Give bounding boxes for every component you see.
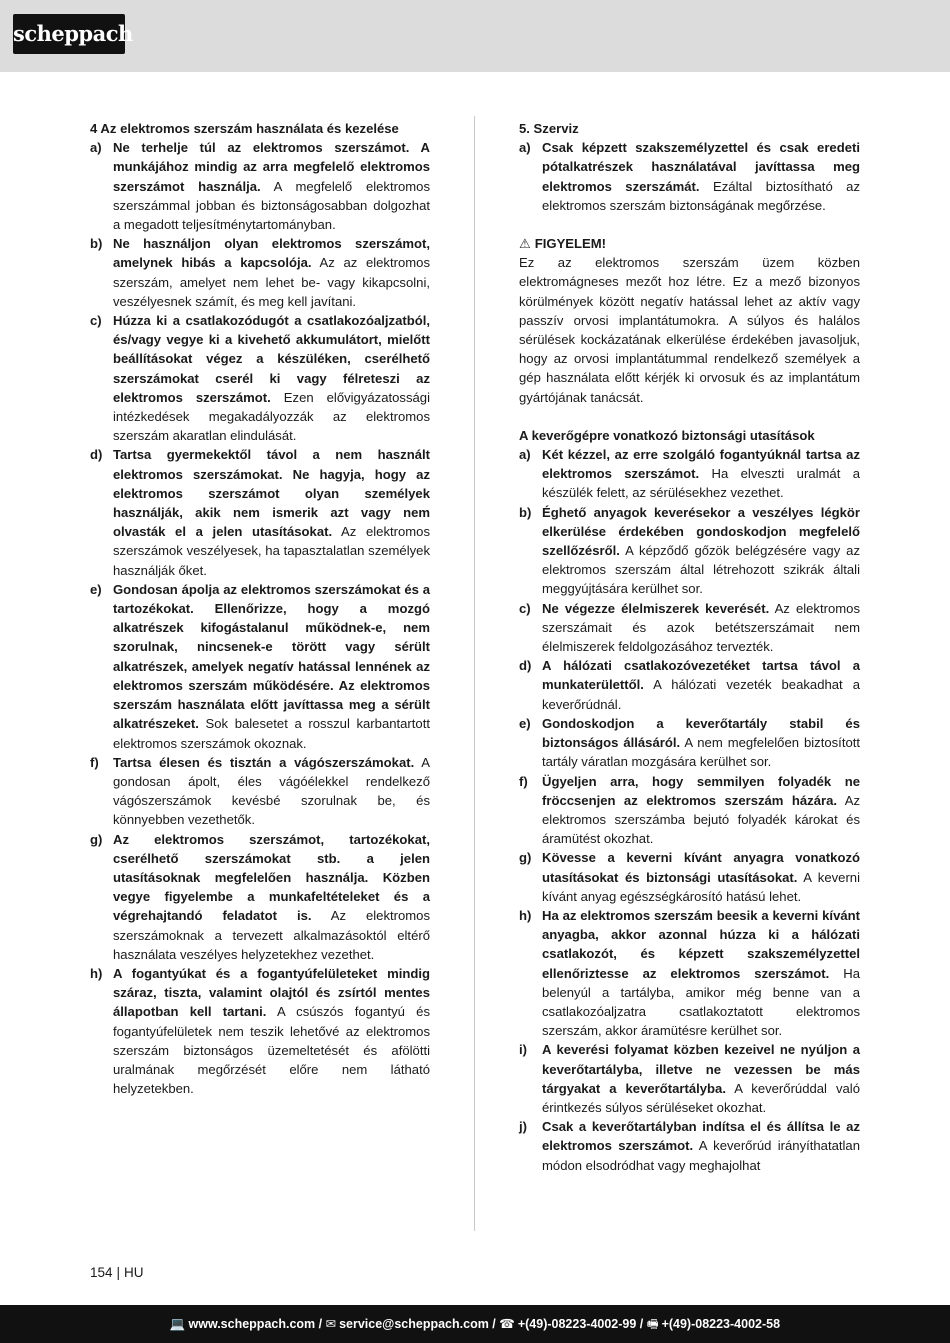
- list-item-label: b): [519, 504, 532, 520]
- page-number-value: 154: [90, 1265, 113, 1280]
- footer-website[interactable]: www.scheppach.com: [188, 1317, 316, 1331]
- warning-text: Ez az elektromos szerszám üzem közben elektromágneses mezőt hoz létre. Ez a mező bizonyos körülmények között negatív hatással lehet az aktív vagy passzív orvosi implantátumokra. A súlyos és halálos sérülések kockázatának elkerülése érdekében javasoljuk, hogy az orvosi implantátummal rendelkező személyek a gép használata előtt kérjék ki orvosuk és az implantátum gyártójának tanácsát.: [519, 255, 860, 405]
- list-item-bold-text: Gondoskodjon a keverőtartály stabil és biztonságos állásáról.: [542, 715, 860, 751]
- list-item-label: j): [519, 1119, 527, 1135]
- list-item-text: Ezáltal biztosítható az elektromos szerszám biztonságának megőrzése.: [542, 178, 860, 213]
- list-item-text: Sok balesetet a rosszul karbantartott elektromos szerszámok okoznak.: [113, 716, 430, 751]
- list-item: [90, 964, 430, 1098]
- computer-icon: 💻: [169, 1317, 186, 1331]
- page-separator: |: [116, 1265, 121, 1280]
- section-title-service: 5. Szerviz: [519, 121, 579, 136]
- list-item-bold-text: Tartsa gyermekektől távol a nem használt elektromos szerszámokat. Ne hagyja, hogy az elektromos szerszámot olyan személyek használják, akik nem ismerik azt vagy nem olvasták el a jelen utasításokat.: [113, 447, 430, 540]
- list-item-label: d): [519, 658, 532, 674]
- footer-phone: +(49)-08223-4002-99: [517, 1317, 637, 1331]
- list-item: [90, 311, 430, 445]
- footer-band: [0, 1305, 950, 1343]
- list-item: [519, 1040, 860, 1117]
- list-item: [90, 445, 430, 579]
- list-item-text: Az elektromos szerszámok veszélyesek, ha tapasztalatlan személyek használják őket.: [113, 524, 431, 578]
- list-item-label: a): [519, 140, 531, 156]
- footer-sep: /: [636, 1317, 647, 1331]
- list-item-bold-text: Két kézzel, az erre szolgáló fogantyúknál tartsa az elektromos szerszámot.: [542, 447, 860, 482]
- list-item-label: f): [90, 754, 99, 770]
- footer-contact: [0, 1315, 950, 1333]
- service-item-list: [519, 138, 860, 215]
- list-item: [90, 234, 430, 311]
- list-item-text: A képződő gőzök belégzésére vagy az elektromos szerszám által létrehozott szikrák általi meggyújtására kerülhet sor.: [542, 543, 860, 597]
- list-item-bold-text: Ne használjon olyan elektromos szerszámot, amelynek hibás a kapcsolója.: [113, 236, 430, 271]
- footer-sep: /: [488, 1317, 500, 1331]
- list-item-label: e): [519, 715, 531, 731]
- list-item-text: A hálózati vezeték beakadhat a keverőrúdnál.: [542, 677, 860, 712]
- page-language: HU: [124, 1265, 144, 1280]
- list-item-label: b): [90, 236, 103, 252]
- list-item-label: g): [90, 831, 103, 847]
- list-item: [519, 1117, 860, 1175]
- list-item-bold-text: Ne végezze élelmiszerek keverését.: [542, 600, 770, 616]
- list-item-label: i): [519, 1042, 527, 1058]
- list-item: [519, 714, 860, 772]
- footer-sep: /: [315, 1317, 326, 1331]
- column-divider: [474, 116, 475, 1231]
- list-item-label: a): [90, 140, 102, 156]
- list-item: [519, 906, 860, 1040]
- warning-triangle-icon: ⚠: [519, 236, 531, 252]
- list-item-text: A nem megfelelően biztosított tartály váratlan mozgására kerülhet sor.: [542, 735, 861, 770]
- list-item: [519, 445, 860, 503]
- list-item-bold-text: Éghető anyagok keverésekor a veszélyes légkör elkerülése érdekében gondoskodjon megfelelő szellőzésről.: [542, 504, 860, 559]
- list-item-text: A keverőrúd irányíthatatlan módon elsodródhat vagy meghajolhat: [542, 1138, 860, 1173]
- fax-icon: 🖷: [646, 1317, 659, 1331]
- list-item-text: Ha belenyúl a tartályba, amikor még benne van a csatlakozóaljzatra csatlakoztatott elektromos szerszám, akkor áramütésre kerülhet sor.: [542, 965, 860, 1039]
- list-item-bold-text: Kövesse a keverni kívánt anyagra vonatkozó utasításokat és biztonsági utasításokat.: [542, 850, 860, 885]
- list-item-text: Az elektromos szerszámba bejutó folyadék károkat és áramütést okozhat.: [542, 792, 861, 847]
- list-item-text: Az elektromos szerszámoknak a tervezett alkalmazásoktól eltérő használata veszélyes helyzetekhez vezethet.: [113, 908, 431, 962]
- warning-title-text: FIGYELEM!: [534, 236, 607, 252]
- list-item-text: Ha elveszti uralmát a készülék felett, az sérülésekhez vezethet.: [542, 466, 860, 501]
- list-item: [90, 753, 430, 830]
- list-item: [519, 599, 860, 657]
- list-item-bold-text: Ne terhelje túl az elektromos szerszámot. A munkájához mindig az arra megfelelő elektromos szerszámot használja.: [113, 140, 430, 194]
- list-item-text: A gondosan ápolt, éles vágóélekkel rendelkező vágószerszámok kevésbé szorulnak be, és könnyebben vezethetők.: [113, 754, 430, 828]
- list-item-bold-text: Gondosan ápolja az elektromos szerszámokat és a tartozékokat. Ellenőrizze, hogy a mozgó alkatrészek kifogástalanul működnek-e, nem szorulnak, nincsenek-e törött vagy sérült alkatrészek, amelyek negatív hatással lennének az elektromos szerszám működésére. Az elektromos szerszám használata előtt javíttassa meg a sérült alkatrészeket.: [113, 581, 430, 732]
- list-item-bold-text: Ügyeljen arra, hogy semmilyen folyadék ne fröccsenjen az elektromos szerszám házára.: [542, 773, 860, 808]
- list-item: [90, 138, 430, 234]
- list-item-text: A keverőrúddal való érintkezés súlyos sérüléseket okozhat.: [542, 1080, 860, 1115]
- page-number: [90, 1264, 144, 1282]
- list-item-label: g): [519, 850, 532, 866]
- scheppach-logo: scheppach: [13, 14, 125, 54]
- list-item-bold-text: Húzza ki a csatlakozódugót a csatlakozóaljzatból, és/vagy vegye ki a kivehető akkumulátort, mielőtt beállításokat végez a készüléken, cserélhető szerszámokat cserél ki vagy félreteszi az elektromos szerszámot.: [113, 313, 430, 405]
- list-item-bold-text: Tartsa élesen és tisztán a vágószerszámokat.: [113, 754, 415, 770]
- list-item-text: Az az elektromos szerszám, amelyet nem lehet be- vagy kikapcsolni, veszélyesnek számít, és meg kell javítani.: [113, 255, 430, 309]
- list-item-bold-text: A fogantyúkat és a fogantyúfelületeket mindig száraz, tiszta, valamint olajtól és zsírtól mentes állapotban kell tartani.: [113, 965, 430, 1020]
- list-item-bold-text: Az elektromos szerszámot, tartozékokat, cserélhető szerszámokat stb. a jelen utasításoknak megfelelően használja. Közben vegye figyelembe a munkafeltételeket és a végrehajtandó feladatot is.: [113, 831, 430, 924]
- list-item-label: h): [90, 965, 103, 981]
- list-item-label: e): [90, 581, 102, 597]
- list-item-text: A keverni kívánt anyag egészségkárosító hatású lehet.: [542, 869, 860, 904]
- list-item-bold-text: Ha az elektromos szerszám beesik a keverni kívánt anyagba, akkor azonnal húzza ki a hálózati csatlakozót, és képzett szakszemélyzettel ellenőriztesse az elektromos szerszámot.: [542, 907, 860, 981]
- spacer: [519, 215, 860, 234]
- header-band: [0, 0, 950, 72]
- spacer: [519, 407, 860, 426]
- list-item: [519, 772, 860, 849]
- list-item-text: Ezen elővigyázatossági intézkedések megakadályozzák az elektromos szerszám akaratlan elindulását.: [113, 389, 430, 444]
- warning-title: [519, 234, 860, 253]
- list-item: [519, 138, 860, 215]
- left-column: [90, 119, 430, 1098]
- phone-icon: ☎: [499, 1317, 515, 1331]
- footer-fax: +(49)-08223-4002-58: [661, 1317, 781, 1331]
- list-item-bold-text: A keverési folyamat közben kezeivel ne nyúljon a keverőtartályba, illetve ne vezessen be más tárgyakat a keverőtartályba.: [542, 1042, 860, 1096]
- list-item-bold-text: Csak képzett szakszemélyzettel és csak eredeti pótalkatrészek használatával javíttassa meg elektromos szerszámát.: [542, 140, 860, 194]
- section-title-usage: 4 Az elektromos szerszám használata és kezelése: [90, 121, 399, 136]
- list-item: [90, 830, 430, 964]
- list-item-label: d): [90, 447, 103, 463]
- list-item-text: A csúszós fogantyú és fogantyúfelületek nem teszik lehetővé az elektromos szerszám biztonságos üzemeltetését és afölötti uralmának megőrzését előre nem látható helyzetekben.: [113, 1004, 431, 1097]
- list-item-label: c): [519, 600, 531, 616]
- footer-email[interactable]: service@scheppach.com: [339, 1317, 489, 1331]
- section-title-mixer: A keverőgépre vonatkozó biztonsági utasítások: [519, 427, 815, 443]
- list-item: [519, 656, 860, 714]
- list-item: [519, 848, 860, 906]
- right-column: [519, 119, 860, 1175]
- list-item-text: A megfelelő elektromos szerszámmal jobban és biztonságosabban dolgozhat a megadott teljesítménytartományban.: [113, 178, 430, 233]
- left-item-list: [90, 138, 430, 1098]
- email-icon: ✉: [325, 1317, 337, 1331]
- list-item-label: f): [519, 773, 528, 789]
- list-item-bold-text: Csak a keverőtartályban indítsa el és állítsa le az elektromos szerszámot.: [542, 1119, 860, 1154]
- mixer-item-list: [519, 445, 860, 1175]
- list-item-label: h): [519, 907, 532, 923]
- list-item-label: c): [90, 313, 102, 329]
- list-item: [90, 580, 430, 753]
- list-item-text: Az elektromos szerszámait és azok betétszerszámait nem élelmiszerek feldolgozásához tervezték.: [542, 600, 860, 655]
- list-item-bold-text: A hálózati csatlakozóvezetéket tartsa távol a munkaterülettől.: [542, 658, 860, 693]
- list-item-label: a): [519, 447, 531, 463]
- list-item: [519, 503, 860, 599]
